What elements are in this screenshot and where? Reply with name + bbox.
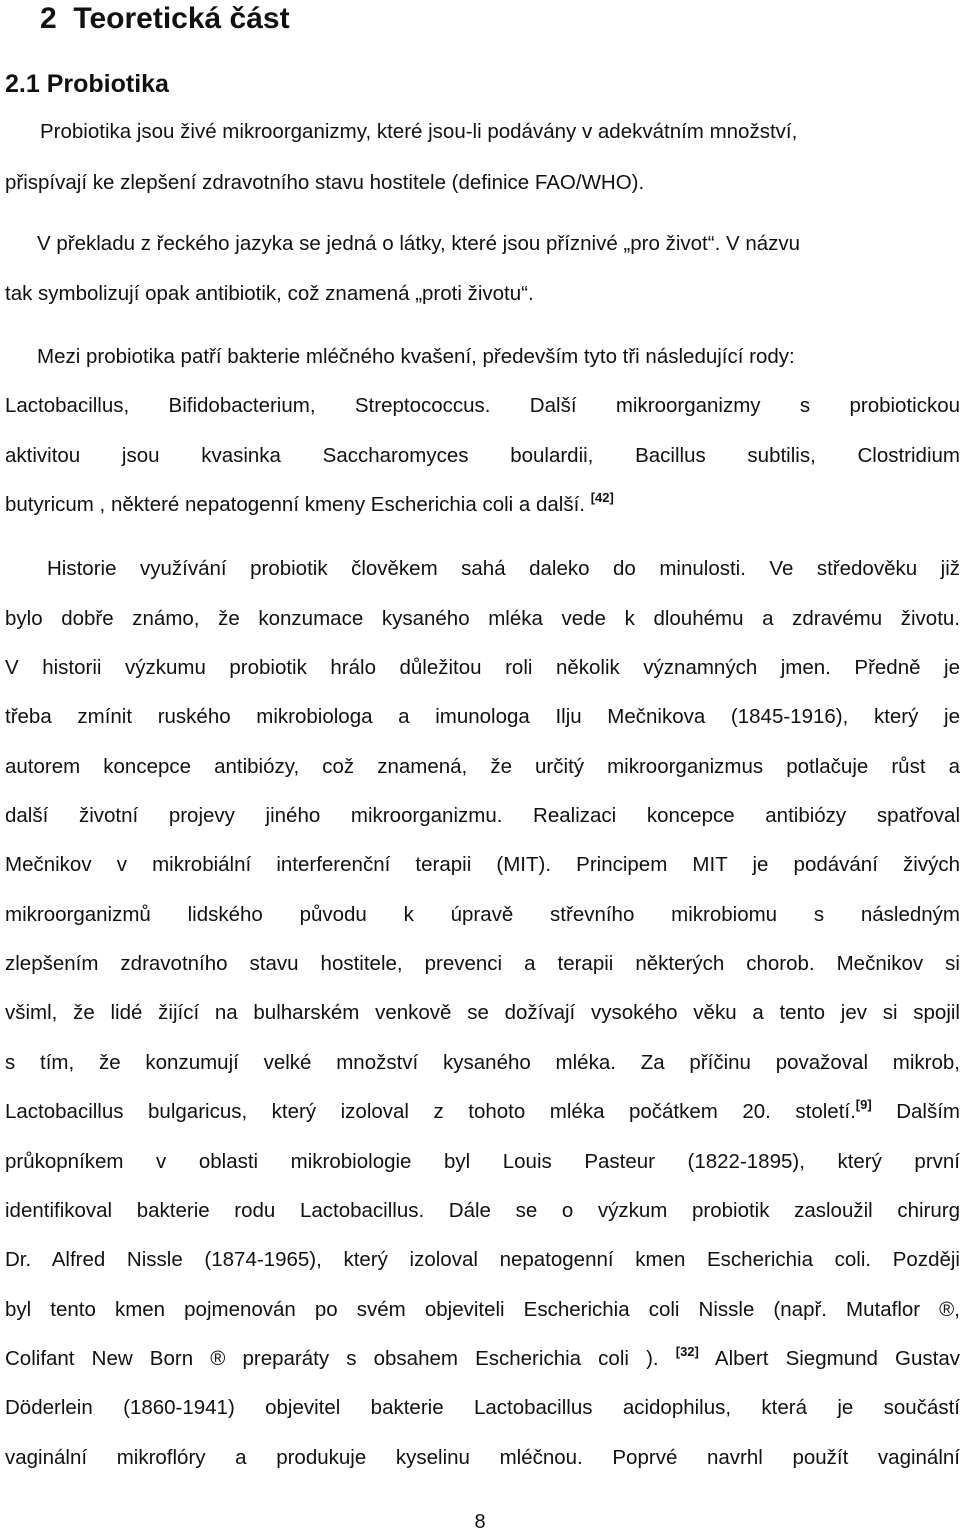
text-line: přispívají ke zlepšení zdravotního stavu hostitele (definice FAO/WHO). — [5, 171, 645, 194]
text-line: mikroorganizmů lidského původu k úpravě střevního mikrobiomu s následným — [5, 903, 960, 926]
chapter-title: Teoretická část — [73, 2, 290, 35]
text-line: tak symbolizují opak antibiotik, což znamená „proti životu“. — [5, 282, 534, 305]
text-line: zlepšením zdravotního stavu hostitele, prevenci a terapii některých chorob. Mečnikov si — [5, 952, 960, 975]
text-segment: Dalším — [896, 1100, 960, 1123]
text-line: další životní projevy jiného mikroorganizmu. Realizaci koncepce antibiózy spatřoval — [5, 804, 960, 827]
section-heading — [5, 68, 169, 100]
citation-ref: [9] — [855, 1097, 872, 1112]
text-segment: Albert Siegmund Gustav — [714, 1347, 960, 1370]
page-number: 8 — [474, 1511, 486, 1533]
citation-ref: [42] — [590, 490, 614, 505]
text-line: průkopníkem v oblasti mikrobiologie byl Louis Pasteur (1822-1895), který první — [5, 1150, 960, 1173]
text-line: třeba zmínit ruského mikrobiologa a imunologa Ilju Mečnikova (1845-1916), který je — [5, 705, 960, 728]
text-line: V překladu z řeckého jazyka se jedná o látky, které jsou příznivé „pro život“. V názvu — [37, 232, 801, 255]
text-line: Döderlein (1860-1941) objevitel bakterie Lactobacillus acidophilus, která je součástí — [5, 1396, 960, 1419]
text-line: všiml, že lidé žijící na bulharském venkově se dožívají vysokého věku a tento jev si spojil — [5, 1001, 960, 1024]
text-segment: Lactobacillus bulgaricus, který izoloval z tohoto mléka počátkem 20. století. — [5, 1100, 856, 1123]
text-line: Mečnikov v mikrobiální interferenční terapii (MIT). Principem MIT je podávání živých — [5, 853, 960, 876]
text-line: V historii výzkumu probiotik hrálo důležitou roli několik významných jmen. Předně je — [5, 656, 960, 679]
chapter-heading — [40, 0, 290, 38]
text-line: Mezi probiotika patří bakterie mléčného kvašení, především tyto tři následující rody: — [37, 345, 795, 368]
text-line: Lactobacillus, Bifidobacterium, Streptococcus. Další mikroorganizmy s probiotickou — [5, 394, 960, 417]
text-line: byl tento kmen pojmenován po svém objeviteli Escherichia coli Nissle (např. Mutaflor ®, — [5, 1298, 960, 1321]
text-line: bylo dobře známo, že konzumace kysaného mléka vede k dlouhému a zdravému životu. — [5, 607, 960, 630]
text-line — [5, 1346, 960, 1372]
chapter-number: 2 — [40, 2, 57, 35]
text-line: aktivitou jsou kvasinka Saccharomyces boulardii, Bacillus subtilis, Clostridium — [5, 444, 960, 467]
text-line: s tím, že konzumují velké množství kysaného mléka. Za příčinu považoval mikrob, — [5, 1051, 960, 1074]
text-line: Dr. Alfred Nissle (1874-1965), který izoloval nepatogenní kmen Escherichia coli. Později — [5, 1248, 960, 1271]
citation-ref: [32] — [675, 1344, 699, 1359]
text-line: autorem koncepce antibiózy, což znamená, že určitý mikroorganizmus potlačuje růst a — [5, 755, 960, 778]
section-number: 2.1 — [5, 70, 40, 98]
text-line: vaginální mikroflóry a produkuje kyselinu mléčnou. Poprvé navrhl použít vaginální — [5, 1446, 960, 1469]
section-title: Probiotika — [46, 70, 169, 98]
text-line — [5, 1099, 960, 1125]
text-line — [5, 492, 960, 518]
text-segment: butyricum , některé nepatogenní kmeny Escherichia coli a další. — [5, 493, 585, 516]
text-line: Probiotika jsou živé mikroorganizmy, které jsou-li podávány v adekvátním množství, — [40, 120, 798, 143]
text-line: identifikoval bakterie rodu Lactobacillus. Dále se o výzkum probiotik zasloužil chirurg — [5, 1199, 960, 1222]
text-line: Historie využívání probiotik člověkem sahá daleko do minulosti. Ve středověku již — [47, 557, 960, 580]
text-segment: Colifant New Born ® preparáty s obsahem Escherichia coli ). — [5, 1347, 659, 1370]
